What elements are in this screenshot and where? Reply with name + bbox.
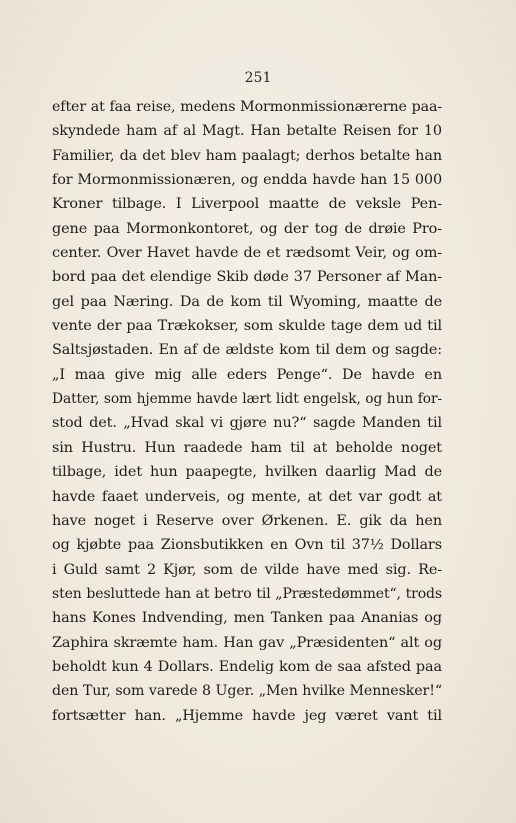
text-line: fortsætter han. „Hjemme havde jeg været vant til (52, 707, 442, 724)
text-line: vente der paa Trækokser, som skulde tage dem ud til (52, 318, 442, 335)
text-line: og kjøbte paa Zionsbutikken en Ovn til 37½ Dollars (52, 537, 442, 554)
text-line: Saltsjøstaden. En af de ældste kom til dem og sagde: (52, 342, 442, 359)
text-line: „I maa give mig alle eders Penge“. De havde en (52, 366, 442, 383)
text-line: i Guld samt 2 Kjør, som de vilde have med sig. Re- (52, 561, 442, 578)
text-line: efter at faa reise, medens Mormonmissionærerne paa- (52, 99, 442, 115)
text-line: have noget i Reserve over Ørkenen. E. gik da hen (52, 512, 442, 529)
text-line: tilbage, idet hun paapegte, hvilken daarlig Mad de (52, 464, 442, 481)
text-line: stod det. „Hvad skal vi gjøre nu?“ sagde Manden til (52, 415, 442, 432)
text-line: den Tur, som varede 8 Uger. „Men hvilke Mennesker!“ (52, 683, 442, 700)
text-line: Zaphira skræmte ham. Han gav „Præsidenten“ alt og (52, 634, 442, 651)
text-line: sten besluttede han at betro til „Præstedømmet“, trods (52, 585, 442, 602)
text-line: gene paa Mormonkontoret, og der tog de drøie Pro- (52, 220, 442, 237)
text-line: bord paa det elendige Skib døde 37 Personer af Man- (52, 269, 442, 286)
text-line: Datter, som hjemme havde lært lidt engelsk, og hun for- (52, 391, 442, 408)
text-line: Kroner tilbage. I Liverpool maatte de veksle Pen- (52, 196, 442, 213)
page-number: 251 (244, 70, 272, 86)
text-line: hans Kones Indvending, men Tanken paa Ananias og (52, 610, 442, 627)
text-line: skyndede ham af al Magt. Han betalte Reisen for 10 (52, 123, 442, 140)
text-line: center. Over Havet havde de et rædsomt Veir, og om- (52, 245, 442, 262)
text-line: havde faaet underveis, og mente, at det var godt at (52, 488, 442, 505)
text-line: gel paa Næring. Da de kom til Wyoming, maatte de (52, 293, 442, 310)
text-line: for Mormonmissionæren, og endda havde han 15 000 (52, 172, 442, 189)
text-line: sin Hustru. Hun raadede ham til at beholde noget (52, 439, 442, 456)
body-text (52, 95, 442, 728)
text-line: Familier, da det blev ham paalagt; derhos betalte han (52, 147, 442, 164)
text-line: beholdt kun 4 Dollars. Endelig kom de saa afsted paa (52, 658, 442, 675)
